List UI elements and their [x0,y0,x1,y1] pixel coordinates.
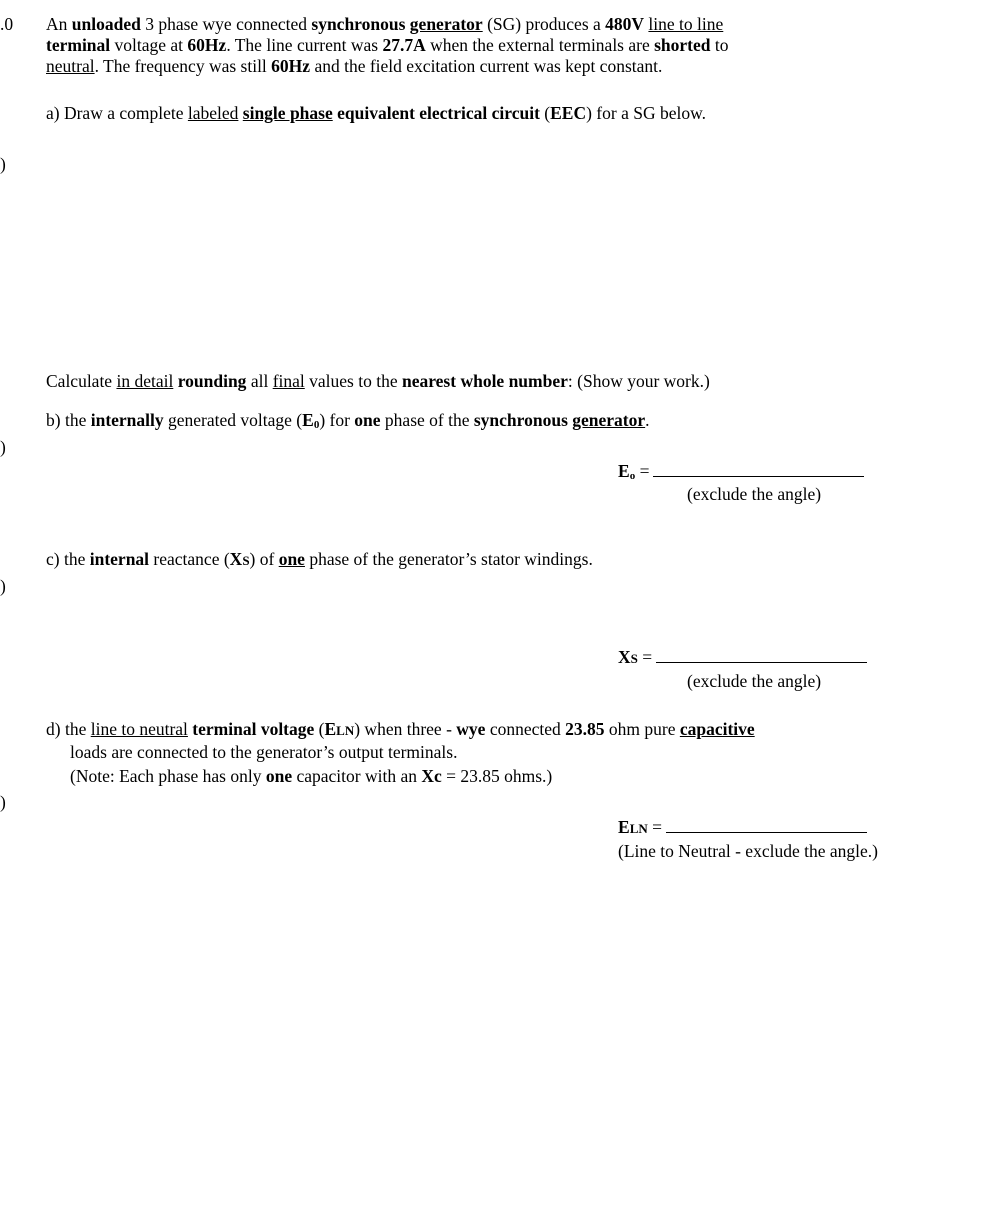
eln-answer-note: (Line to Neutral - exclude the angle.) [618,841,878,861]
problem-statement [46,14,976,77]
part-a-prompt: a) Draw a complete labeled single phase equivalent electrical circuit (EEC) for a SG below. [46,103,706,123]
part-d-prompt-line-2: loads are connected to the generator’s output terminals. [70,742,458,762]
problem-line-2: terminal voltage at 60Hz. The line current was 27.7A when the external terminals are shorted to [46,35,729,55]
part-c-prompt: c) the internal reactance (XS) of one phase of the generator’s stator windings. [46,549,593,569]
question-number: .0 [0,14,14,34]
part-a-margin-mark: ) [0,154,6,174]
calculation-instructions: Calculate in detail rounding all final values to the nearest whole number: (Show your work.) [46,371,710,391]
e0-answer-note: (exclude the angle) [687,484,822,504]
part-d-margin-mark: ) [0,792,6,812]
xs-answer-field[interactable]: XS = [618,647,867,669]
part-d-prompt-line-1: d) the line to neutral terminal voltage (ELN) when three - wye connected 23.85 ohm pure capacitive [46,719,755,739]
part-c-margin-mark: ) [0,576,6,596]
part-b-margin-mark: ) [0,437,6,457]
eln-answer-field[interactable]: ELN = [618,817,867,839]
problem-line-3: neutral. The frequency was still 60Hz and the field excitation current was kept constant. [46,56,663,76]
part-d-note: (Note: Each phase has only one capacitor with an Xc = 23.85 ohms.) [70,766,553,786]
part-b-prompt: b) the internally generated voltage $(E_0)$ for one phase of the synchronous generator. [46,410,650,431]
e0-answer-field[interactable]: $E_o$ = [618,461,864,482]
problem-line-1: An unloaded 3 phase wye connected synchronous generator (SG) produces a 480V line to line [46,14,724,34]
xs-answer-note: (exclude the angle) [687,671,822,691]
